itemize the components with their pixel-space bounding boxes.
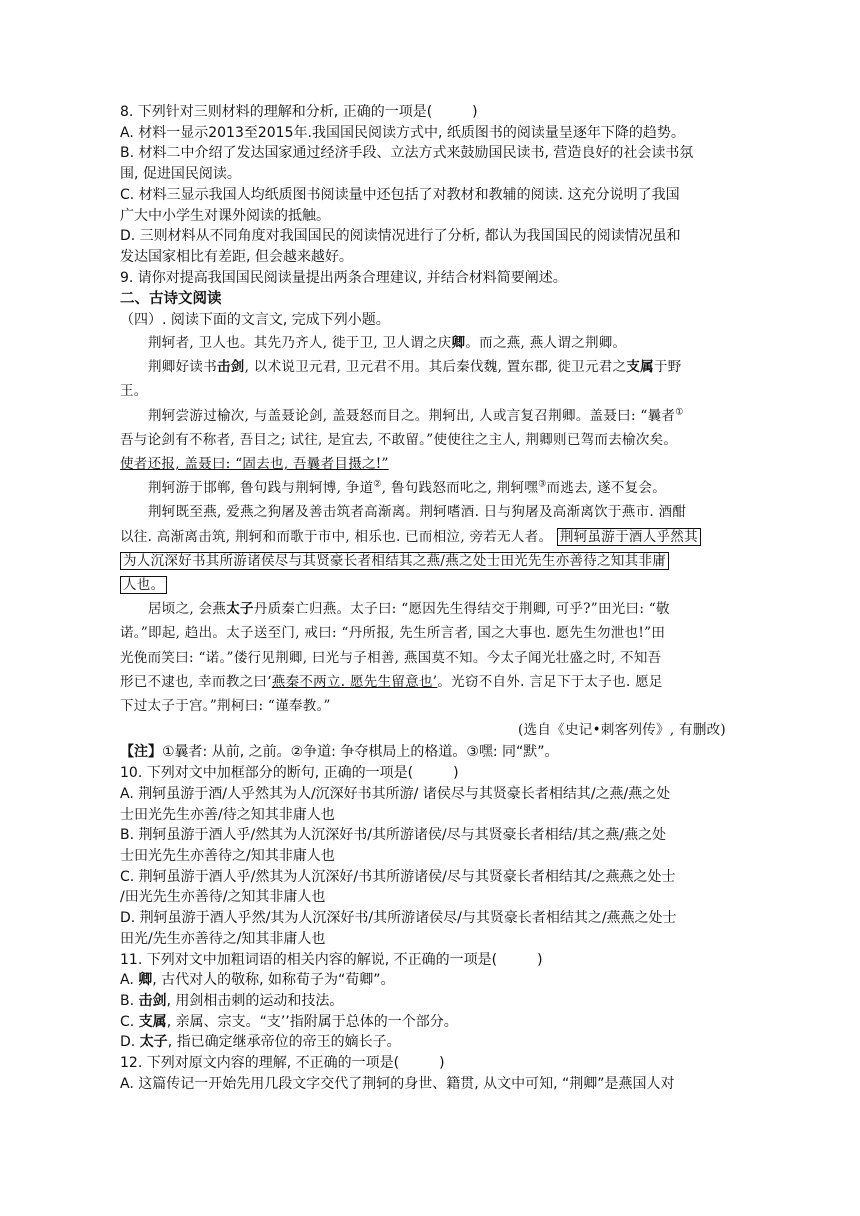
bold-term-qing: 卿 <box>451 335 466 352</box>
bold-term-zhishu: 支属 <box>626 359 654 376</box>
question-9: 9. 请你对提高我国国民阅读量提出两条合理建议, 并结合材料简要阐述。 <box>120 269 567 286</box>
boxed-line-2 <box>120 549 742 573</box>
passage-paragraph-6-line-5: 下过太子于宫。”荆柯曰: “谨奉教。” <box>120 698 331 715</box>
question-10-option-b-cont: 士田光先生亦善待之/知其非庸人也 <box>120 848 335 864</box>
question-8-option-d-cont: 发达国家相比有差距, 但会越来越好。 <box>120 248 353 265</box>
question-10-option-d: D. 荆轲虽游于酒人乎然/其为人沉深好书/其所游诸侯尽/与其贤豪长者相结其之/燕燕之处士 <box>120 910 677 927</box>
question-11-option-b: B. 击剑, 用剑相击刺的运动和技法。 <box>120 992 344 1009</box>
question-8-option-d: D. 三则材料从不同角度对我国国民的阅读情况进行了分析, 都认为我国国民的阅读情况虽和 <box>120 228 681 245</box>
part-4-instruction: （四）. 阅读下面的文言文, 完成下列小题。 <box>120 312 390 329</box>
question-8-stem: 8. 下列针对三则材料的理解和分析, 正确的一项是( ) <box>120 104 478 120</box>
question-12-option-a: A. 这篇传记一开始先用几段文字交代了荆轲的身世、籍贯, 从文中可知, “荆卿”是燕国人对 <box>120 1075 675 1092</box>
passage-paragraph-6-line-3: 光俛而笑曰: “诺。”偻行见荆卿, 曰光与子相善, 燕国莫不知。今太子闻光壮盛之时, 不知吾 <box>120 649 662 666</box>
passage-paragraph-3-cont: 吾与论剑有不称者, 吾目之; 试往, 是宜去, 不敢留。”使使往之主人, 荆卿则已驾而去榆次矣。 <box>120 431 678 448</box>
question-8-option-a: A. 材料一显示2013至2015年.我国国民阅读方式中, 纸质图书的阅读量呈逐年下降的趋势。 <box>120 124 685 141</box>
boxed-text-2: 为人沉深好书其所游诸侯尽与其贤豪长者相结其之燕/燕之处士田光先生亦善待之知其非庸 <box>120 552 669 570</box>
question-11-option-d: D. 太子, 指已确定继承帝位的帝王的嫡长子。 <box>120 1034 401 1051</box>
boxed-text-3: 人也。 <box>120 576 167 594</box>
passage-paragraph-3: 荆轲尝游过榆次, 与盖聂论剑, 盖聂怒而目之。荆轲出, 人或言复召荆卿。盖聂曰: “曩者① <box>148 407 684 424</box>
passage-paragraph-6: 居顷之, 会燕太子丹质秦亡归燕。太子曰: “愿因先生得结交于荆卿, 可乎?”田光曰: “敬 <box>148 601 670 618</box>
boxed-line-3 <box>120 573 742 597</box>
question-11-option-c: C. 支属, 亲属、宗支。“支’’指附属于总体的一个部分。 <box>120 1013 458 1030</box>
passage-paragraph-2: 荆卿好读书击剑, 以术说卫元君, 卫元君不用。其后秦伐魏, 置东郡, 徙卫元君之支属于野 <box>148 359 682 376</box>
question-8-option-c: C. 材料三显示我国人均纸质图书阅读量中还包括了对教材和教辅的阅读. 这充分说明了我国 <box>120 186 680 203</box>
boxed-text-1: 荆轲虽游于酒人乎然其 <box>557 528 701 546</box>
question-8-option-b: B. 材料二中介绍了发达国家通过经济手段、立法方式来鼓励国民读书, 营造良好的社会读书氛 <box>120 145 694 162</box>
passage-paragraph-4: 荆轲游于邯郸, 鲁句践与荆轲博, 争道②, 鲁句践怒而叱之, 荆轲嘿③而逃去, 遂不复会。 <box>148 479 667 497</box>
underlined-sentence: 使者还报, 盖聂曰: “固去也, 吾曩者目摄之!” <box>120 456 389 473</box>
question-10-option-a: A. 荆轲虽游于酒/人乎然其为人/沉深好书其所游/ 诸侯尽与其贤豪长者相结其/之燕/燕之处 <box>120 785 671 802</box>
passage-paragraph-5-cont: 以往. 高渐离击筑, 荆轲和而歌于市中, 相乐也. 已而相泣, 旁若无人者。 荆轲虽游于酒人乎然其 <box>120 525 742 549</box>
footnote-marker-2: ② <box>373 479 382 490</box>
question-10-option-c: C. 荆轲虽游于酒人乎/然其为人沉深好/书其所游诸侯/尽与其贤豪长者相结其/之燕燕之处士 <box>120 868 676 885</box>
question-11-option-a: A. 卿, 古代对人的敬称, 如称荀子为“荀卿”。 <box>120 972 395 989</box>
passage-paragraph-6-line-2: 诺。”即起, 趋出。太子送至门, 戒曰: “丹所报, 先生所言者, 国之大事也. 愿先生勿泄也!”田 <box>120 625 666 642</box>
underlined-quote: 燕秦不两立. 愿先生留意也’ <box>271 673 438 690</box>
footnote-marker-3: ③ <box>538 479 547 490</box>
question-10-option-c-cont: /田光先生亦善待/之知其非庸人也 <box>120 889 326 906</box>
question-10-stem: 10. 下列对文中加框部分的断句, 正确的一项是( ) <box>120 765 459 782</box>
passage-paragraph-1: 荆轲者, 卫人也。其先乃齐人, 徙于卫, 卫人谓之庆卿。而之燕, 燕人谓之荆卿。 <box>148 335 627 352</box>
passage-paragraph-5: 荆轲既至燕, 爱燕之狗屠及善击筑者高渐离。荆轲嗜酒. 日与狗屠及高渐离饮于燕市. 酒酣 <box>148 504 687 521</box>
exam-page <box>120 102 742 1094</box>
question-11-stem: 11. 下列对文中加粗词语的相关内容的解说, 不正确的一项是( ) <box>120 951 543 968</box>
question-12-stem: 12. 下列对原文内容的理解, 不正确的一项是( ) <box>120 1055 445 1072</box>
bold-term-taizi: 太子 <box>226 601 254 618</box>
passage-paragraph-6-line-4: 形已不逮也, 幸而教之曰‘燕秦不两立. 愿先生留意也’。光窃不自外. 言足下于太子也. 愿足 <box>120 673 663 690</box>
annotation-note: 【注】①曩者: 从前, 之前。②争道: 争夺棋局上的格道。③嘿: 同“默”。 <box>120 744 559 761</box>
question-8-option-c-cont: 广大中小学生对课外阅读的抵触。 <box>120 207 330 224</box>
footnote-marker-1: ① <box>675 407 684 418</box>
passage-paragraph-2-cont: 王。 <box>120 383 148 400</box>
question-10-option-d-cont: 田光/先生亦善待之/知其非庸人也 <box>120 930 326 947</box>
question-8-option-b-cont: 围, 促进国民阅读。 <box>120 166 241 183</box>
section-heading: 二、古诗文阅读 <box>120 291 222 308</box>
note-label: 【注】 <box>120 744 162 761</box>
bold-term-jijian: 击剑 <box>217 359 245 376</box>
question-10-option-a-cont: 士田光先生亦善/待之知其非庸人也 <box>120 806 335 823</box>
passage-source: (选自《史记•刺客列传》, 有删改) <box>518 722 726 739</box>
question-10-option-b: B. 荆轲虽游于酒人乎/然其为人沉深好书/其所游诸侯/尽与其贤豪长者相结/其之燕/燕之处 <box>120 827 667 844</box>
